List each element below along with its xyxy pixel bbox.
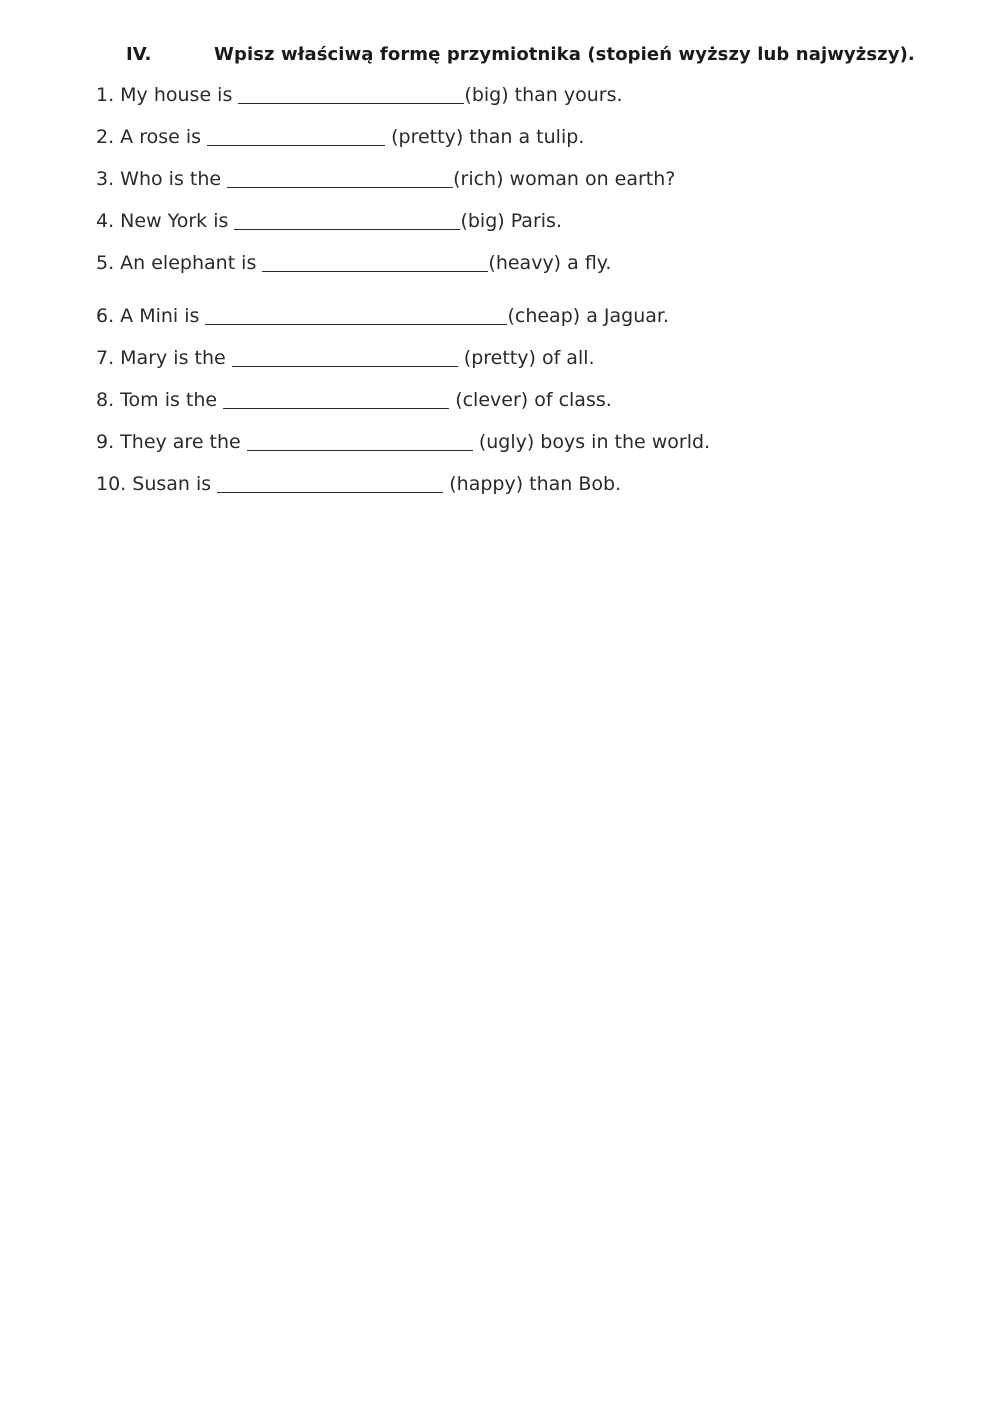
item-hint: (happy) than Bob.: [443, 473, 622, 495]
item-prompt: 8. Tom is the: [96, 389, 224, 411]
item-prompt: 1. My house is: [96, 84, 239, 106]
item-prompt: 10. Susan is: [96, 473, 218, 495]
exercise-item-3: [96, 168, 675, 190]
item-prompt: 7. Mary is the: [96, 347, 232, 369]
item-prompt: 4. New York is: [96, 210, 235, 232]
item-prompt: 3. Who is the: [96, 168, 228, 190]
item-prompt: 2. A rose is: [96, 126, 208, 148]
answer-blank[interactable]: [207, 126, 385, 146]
exercise-item-9: [96, 431, 710, 453]
answer-blank[interactable]: [238, 84, 464, 104]
item-hint: (ugly) boys in the world.: [472, 431, 711, 453]
exercise-item-4: [96, 210, 562, 232]
exercise-number: IV.: [126, 44, 152, 65]
item-hint: (heavy) a fly.: [488, 252, 612, 274]
exercise-item-5: [96, 252, 611, 274]
item-hint: (big) Paris.: [460, 210, 562, 232]
answer-blank[interactable]: [205, 305, 507, 325]
exercise-item-8: [96, 389, 612, 411]
answer-blank[interactable]: [232, 347, 458, 367]
answer-blank[interactable]: [223, 389, 449, 409]
exercise-heading: [126, 44, 915, 65]
answer-blank[interactable]: [227, 168, 453, 188]
exercise-item-7: [96, 347, 595, 369]
item-hint: (clever) of class.: [449, 389, 612, 411]
answer-blank[interactable]: [247, 431, 473, 451]
answer-blank[interactable]: [217, 473, 443, 493]
item-hint: (big) than yours.: [464, 84, 623, 106]
exercise-instruction: Wpisz właściwą formę przymiotnika (stopień wyższy lub najwyższy).: [214, 44, 915, 65]
item-prompt: 6. A Mini is: [96, 305, 206, 327]
exercise-item-2: [96, 126, 584, 148]
item-prompt: 5. An elephant is: [96, 252, 263, 274]
item-hint: (cheap) a Jaguar.: [507, 305, 669, 327]
exercise-item-6: [96, 305, 669, 327]
exercise-item-10: [96, 473, 621, 495]
item-hint: (rich) woman on earth?: [453, 168, 676, 190]
answer-blank[interactable]: [234, 210, 460, 230]
exercise-item-1: [96, 84, 623, 106]
item-hint: (pretty) than a tulip.: [385, 126, 585, 148]
answer-blank[interactable]: [262, 252, 488, 272]
item-hint: (pretty) of all.: [457, 347, 595, 369]
item-prompt: 9. They are the: [96, 431, 247, 453]
